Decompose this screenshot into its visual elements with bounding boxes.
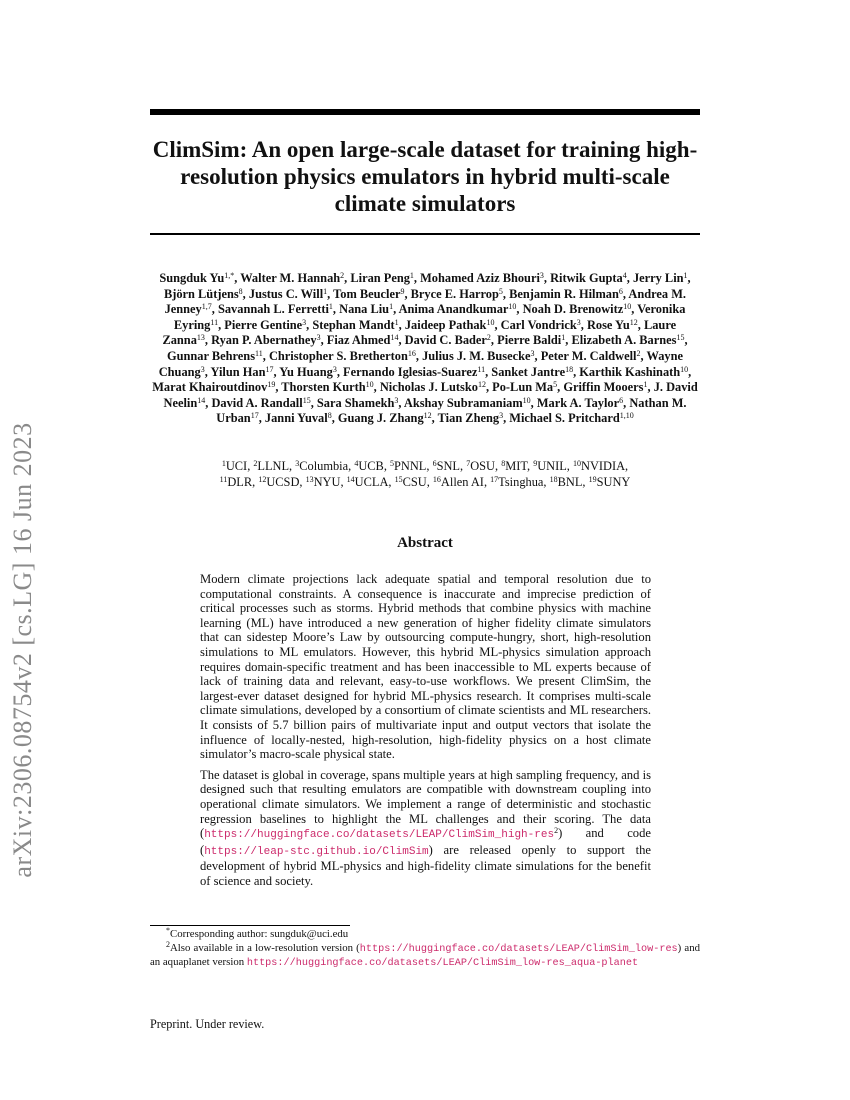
author-affiliation-mark: 4 (622, 271, 627, 280)
author-name: Bryce E. Harrop (410, 286, 499, 301)
author-name: Sungduk Yu (159, 271, 225, 285)
author-name: Andrea M. Jenney (164, 286, 687, 317)
footnote-ref[interactable]: 2 (554, 826, 559, 836)
author-name: Björn Lütjens (163, 286, 239, 301)
author-name: Mark A. Taylor (536, 395, 620, 410)
affiliation-name: Allen AI (440, 474, 484, 489)
author-affiliation-mark: 8 (327, 411, 332, 421)
author-name: Peter M. Caldwell (540, 348, 637, 363)
affiliation-number: 13 (305, 474, 314, 484)
affiliation-number: 9 (533, 459, 538, 468)
author-name: Nana Liu (339, 302, 390, 317)
author-name: Karthik Kashinath (579, 364, 681, 379)
title-top-rule (150, 109, 700, 115)
affiliation-name: DLR (227, 474, 253, 489)
affiliation-number: 1 (221, 459, 226, 468)
author-affiliation-mark: 10 (680, 364, 689, 374)
author-affiliation-mark: 6 (618, 286, 623, 296)
author-affiliation-mark: 17 (250, 411, 259, 421)
author-name: Laure Zanna (162, 317, 677, 348)
author-affiliation-mark: 14 (197, 395, 206, 405)
author-name: Sara Shamekh (316, 395, 395, 410)
abstract-text: ) and code ( (200, 826, 651, 857)
abstract-paragraph-1: Modern climate projections lack adequate spatial and temporal resolution due to computational constraints. A consequence is inaccurate and imprecise prediction of critical processes such as storms. Hybrid methods that combine physics with machine learning (ML) have introduced a new generation of higher fidelity climate simulators that can sidestep Moore’s Law by outsourcing compute-hungry, short, high-resolution simulations to ML emulators. However, this hybrid ML-physics simulation approach requires domain-specific treatment and has been inaccessible to ML experts because of lack of training data and relevant, easy-to-use workflows. We present ClimSim, the largest-ever dataset designed for hybrid ML-physics research. It comprises multi-scale climate simulations, developed by a consortium of climate scientists and ML researchers. It consists of 5.7 billion pairs of multivariate input and output vectors that isolate the influence of locally-nested, high-resolution, high-fidelity physics on a host climate simulator’s macro-scale physical state. (200, 572, 651, 762)
affiliation-number: 10 (573, 459, 581, 468)
author-affiliation-mark: 19 (267, 380, 276, 390)
author-affiliation-mark: 1 (323, 286, 328, 296)
author-name: Jaideep Pathak (404, 317, 487, 332)
arxiv-identifier[interactable]: arXiv:2306.08754v2 [cs.LG] 16 Jun 2023 (8, 422, 37, 878)
affiliation-number: 11 (219, 474, 228, 484)
footnote-low-res (150, 942, 700, 970)
author-name: Benjamin R. Hilman (509, 286, 619, 301)
author-affiliation-mark: 3 (539, 271, 544, 280)
author-affiliation-mark: 10 (508, 302, 517, 312)
author-affiliation-mark: 1,7 (201, 302, 212, 312)
affiliation-name: Columbia (299, 459, 349, 473)
affiliation-name: PNNL (394, 459, 427, 473)
author-name: Noah D. Brenowitz (522, 302, 624, 317)
affiliation-name: UCSD (266, 474, 300, 489)
author-affiliation-mark: 18 (565, 364, 574, 374)
affiliation-name: NYU (313, 474, 341, 489)
affiliation-number: 2 (253, 459, 258, 468)
author-name: Liran Peng (350, 271, 410, 285)
author-affiliation-mark: 1 (643, 380, 648, 390)
affiliation-number: 19 (588, 474, 597, 484)
author-affiliation-mark: 1 (561, 333, 566, 343)
author-name: Mohamed Aziz Bhouri (420, 271, 540, 285)
author-affiliation-mark: 5 (553, 380, 558, 390)
author-affiliation-mark: 1 (394, 317, 399, 327)
code-link[interactable]: https://leap-stc.github.io/ClimSim (204, 845, 429, 858)
author-affiliation-mark: 14 (390, 333, 399, 343)
author-affiliation-mark: 6 (619, 395, 624, 405)
paper-title: ClimSim: An open large-scale dataset for training high-resolution physics emulators in hybrid multi-scale climate simulators (152, 137, 698, 216)
footnote-mark: * (166, 926, 170, 935)
footnote-rule (150, 925, 350, 926)
author-name: Akshay Subramaniam (403, 395, 523, 410)
footnote-mark: 2 (166, 940, 170, 949)
author-affiliation-mark: 3 (576, 317, 581, 327)
author-affiliation-mark: 11 (210, 317, 219, 327)
author-name: Veronika Eyring (173, 302, 686, 332)
author-name: Gunnar Behrens (167, 348, 256, 363)
author-affiliation-mark: 12 (423, 411, 432, 421)
abstract-text: ) are released openly to support the development of hybrid ML-physics and high-fidelity climate simulations for the benefit of science and society. (200, 842, 651, 888)
author-name: Pierre Baldi (497, 333, 562, 348)
author-affiliation-mark: 3 (499, 411, 504, 421)
affiliation-number: 17 (490, 474, 499, 484)
author-name: Janni Yuval (264, 411, 328, 426)
abstract-heading: Abstract (397, 535, 453, 551)
author-affiliation-mark: 17 (265, 364, 274, 374)
abstract-paragraph-2 (200, 768, 651, 889)
author-affiliation-mark: 1 (683, 271, 688, 280)
author-affiliation-mark: 5 (498, 286, 503, 296)
author-name: Carl Vondrick (500, 317, 577, 332)
footnote-text: Corresponding author: sungduk@uci.edu (170, 928, 349, 940)
author-affiliation-mark: 11 (255, 348, 263, 358)
footnote-corresponding-author (150, 928, 700, 941)
author-name: Nicholas J. Lutsko (379, 380, 478, 395)
author-name: Griffin Mooers (563, 380, 644, 395)
aquaplanet-link[interactable]: https://huggingface.co/datasets/LEAP/ClimSim_low-res_aqua-planet (246, 958, 639, 969)
author-name: Stephan Mandt (312, 317, 395, 332)
affiliation-name: UCI (225, 459, 248, 473)
author-name: Marat Khairoutdinov (152, 380, 268, 395)
author-affiliation-mark: 1 (328, 302, 333, 312)
abstract-text: The dataset is global in coverage, spans multiple years at high sampling frequency, and is designed such that resulting emulators are compatible with downstream coupling into operational climate simulators. We implement a range of deterministic and stochastic regression baselines to highlight the ML challenges and their scoring. The data ( (200, 767, 651, 841)
affiliation-number: 18 (549, 474, 558, 484)
author-affiliation-mark: 3 (302, 317, 307, 327)
author-name: Guang J. Zhang (337, 411, 424, 426)
title-bottom-rule (150, 233, 700, 235)
author-name: Sanket Jantre (491, 364, 566, 379)
affiliation-list: $^1$UCI, $^2$LLNL, $^3$Columbia, $^4$UCB, $^5$PNNL, $^6$SNL, $^7$OSU, $^8$MIT, $^9$UNIL, $^{10}$NVIDIA, $^{11}$DLR, $^{12}$UCSD, $^{13}$NYU, $^{14}$UCLA, $^{15}$CSU, $^{16}$Allen AI, $^{17}$Tsinghua, $^{18}$BNL, $^{19}$SUNY (219, 459, 631, 489)
affiliation-name: LLNL (257, 459, 290, 473)
author-affiliation-mark: 9 (400, 286, 405, 296)
author-affiliation-mark: 2 (636, 348, 641, 358)
affiliation-number: 6 (432, 459, 437, 468)
author-name: Justus C. Will (248, 286, 324, 301)
author-affiliation-mark: 2 (340, 271, 345, 280)
affiliation-name: BNL (557, 474, 583, 489)
low-res-link[interactable]: https://huggingface.co/datasets/LEAP/ClimSim_low-res (359, 944, 678, 955)
author-name: Po-Lun Ma (492, 380, 554, 395)
author-name: Walter M. Hannah (240, 271, 341, 285)
affiliation-number: 3 (295, 459, 300, 468)
author-affiliation-mark: 10 (365, 380, 374, 390)
author-affiliation-mark: 3 (394, 395, 399, 405)
preprint-notice: Preprint. Under review. (150, 1017, 265, 1031)
author-name: Elizabeth A. Barnes (571, 333, 677, 348)
author-affiliation-mark: 11 (477, 364, 486, 374)
author-affiliation-mark: 15 (302, 395, 311, 405)
author-name: Tian Zheng (437, 411, 500, 426)
author-list: Sungduk $Yu^{1,*}$, Walter M. Hannah$^2$, Liran Peng$^1$, Mohamed Aziz Bhouri$^3$, Ritwik Gupta$^4$, Jerry Lin$^1$, Björn Lütjens$^8$, Justus C. Will$^1$, Tom Beucler$^9$, Bryce E. Harrop$^5$, Benjamin R. Hilman$^6$, Andrea M. Jenney$^{1,7}$, Savannah L. Ferretti$^1$, Nana Liu$^1$, Anima Anandkumar$^{10}$, Noah D. Brenowitz$^{10}$, Veronika Eyring$^{11}$, Pierre Gentine$^3$, Stephan Mandt$^1$, Jaideep Pathak$^{10}$, Carl Vondrick$^3$, Rose Yu$^{12}$, Laure Zanna$^{13}$, Ryan P. Abernathey$^3$, Fiaz Ahmed$^{14}$, David C. Bader$^2$, Pierre Baldi$^1$, Elizabeth A. Barnes$^{15}$, Gunnar Behrens$^{11}$, Christopher S. Bretherton$^{16}$, Julius J. M. Busecke$^3$, Peter M. Caldwell$^2$, Wayne Chuang$^3$, Yilun Han$^{17}$, Yu Huang$^3$, Fernando Iglesias-Suarez$^{11}$, Sanket Jantre$^{18}$, Karthik Kashinath$^{10}$, Marat Khairoutdinov$^{19}$, Thorsten Kurth$^{10}$, Nicholas J. Lutsko$^{12}$, Po-Lun Ma$^5$, Griffin Mooers$^1$, J. David Neelin$^{14}$, David A. Randall$^{15}$, Sara Shamekh$^3$, Akshay Subramaniam$^{10}$, Mark A. Taylor$^6$, Nathan M. Urban$^{17}$, Janni Yuval$^8$, Guang J. Zhang$^{12}$, Tian Zheng$^3$, Michael S. Pritchard$^{1,10}$ (152, 271, 698, 426)
abstract-body (200, 572, 651, 894)
author-name: J. David Neelin (163, 380, 698, 410)
author-affiliation-mark: 2 (486, 333, 491, 343)
author-name: Julius J. M. Busecke (422, 348, 531, 363)
author-affiliation-mark: 16 (407, 348, 416, 358)
author-affiliation-mark: 13 (196, 333, 205, 343)
affiliation-name: MIT (505, 459, 527, 473)
author-name: Yilun Han (210, 364, 266, 379)
affiliation-name: NVIDIA (581, 459, 626, 473)
author-name: Ritwik Gupta (550, 271, 623, 285)
author-affiliation-mark: 3 (332, 364, 337, 374)
author-name: Tom Beucler (333, 286, 401, 301)
affiliation-name: Tsinghua (498, 474, 544, 489)
author-affiliation-mark: 10 (623, 302, 632, 312)
author-affiliation-mark: 3 (316, 333, 321, 343)
author-affiliation-mark: 12 (629, 317, 638, 327)
affiliation-name: OSU (470, 459, 495, 473)
author-affiliation-mark: 10 (522, 395, 531, 405)
affiliation-name: UNIL (537, 459, 567, 473)
affiliation-name: CSU (402, 474, 427, 489)
author-affiliation-mark: 3 (200, 364, 205, 374)
affiliation-number: 14 (346, 474, 355, 484)
author-name: Rose Yu (586, 317, 630, 332)
footnote-text: ) and an aquaplanet version (150, 942, 700, 968)
author-affiliation-mark: 3 (530, 348, 535, 358)
author-affiliation-mark: 1 (409, 271, 414, 280)
affiliation-number: 15 (394, 474, 403, 484)
author-name: Fernando Iglesias-Suarez (343, 364, 478, 379)
author-affiliation-mark: 1 (389, 302, 394, 312)
author-name: Fiaz Ahmed (326, 333, 391, 348)
affiliation-number: 12 (258, 474, 267, 484)
affiliation-number: 5 (390, 459, 395, 468)
affiliation-number: 8 (501, 459, 506, 468)
author-name: David A. Randall (211, 395, 303, 410)
author-name: Ryan P. Abernathey (211, 333, 317, 348)
author-affiliation-mark: 1,* (224, 271, 235, 280)
author-name: Wayne Chuang (158, 348, 683, 379)
author-affiliation-mark: 10 (486, 317, 495, 327)
author-name: Nathan M. Urban (216, 395, 687, 426)
author-name: Jerry Lin (632, 271, 684, 285)
affiliation-number: 4 (354, 459, 359, 468)
author-name: Savannah L. Ferretti (217, 302, 329, 317)
author-affiliation-mark: 8 (238, 286, 243, 296)
affiliation-number: 7 (466, 459, 471, 468)
author-name: Anima Anandkumar (398, 302, 509, 317)
author-name: Thorsten Kurth (281, 380, 366, 395)
author-affiliation-mark: 1,10 (619, 411, 634, 421)
affiliation-name: UCB (358, 459, 384, 473)
author-name: Christopher S. Bretherton (268, 348, 408, 363)
affiliation-number: 16 (432, 474, 441, 484)
affiliation-name: UCLA (354, 474, 389, 489)
author-affiliation-mark: 12 (477, 380, 486, 390)
data-link[interactable]: https://huggingface.co/datasets/LEAP/ClimSim_high-res (204, 829, 555, 842)
author-name: David C. Bader (404, 333, 487, 348)
author-affiliation-mark: 15 (676, 333, 685, 343)
footnote-text: Also available in a low-resolution version ( (170, 942, 360, 954)
author-name: Michael S. Pritchard (509, 411, 620, 426)
author-name: Pierre Gentine (224, 317, 303, 332)
affiliation-name: SUNY (596, 474, 631, 489)
author-name: Yu Huang (279, 364, 333, 379)
affiliation-name: SNL (436, 459, 460, 473)
